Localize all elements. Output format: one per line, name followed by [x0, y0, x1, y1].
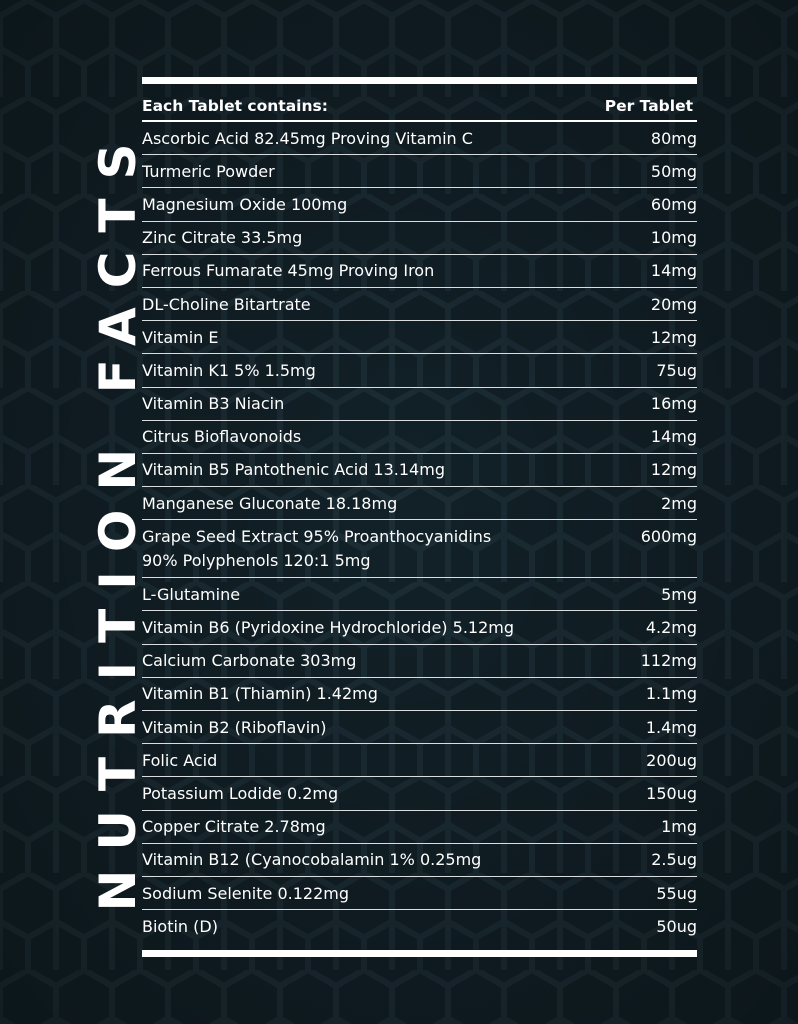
ingredient-name	[142, 162, 285, 181]
ingredient-name-line: Manganese Gluconate 18.18mg	[142, 493, 398, 513]
ingredient-name	[142, 718, 337, 737]
table-row	[142, 188, 697, 221]
nutrition-facts-title: NUTRITION FACTS	[89, 124, 147, 912]
ingredient-name-line: L-Glutamine	[142, 584, 241, 604]
ingredient-name	[142, 850, 491, 869]
ingredient-name	[142, 460, 455, 479]
ingredient-name-line: Turmeric Powder	[142, 161, 275, 181]
ingredient-name-line: Zinc Citrate 33.5mg	[142, 228, 303, 248]
ingredient-name	[142, 917, 228, 936]
ingredient-amount: 14mg	[650, 261, 697, 281]
table-row	[142, 844, 697, 877]
ingredient-name-line: Vitamin B3 Niacin	[142, 394, 285, 414]
table-row	[142, 811, 697, 844]
ingredient-amount: 150ug	[646, 783, 697, 803]
ingredient-amount: 4.2mg	[645, 618, 697, 638]
ingredient-name-line: Vitamin E	[142, 327, 219, 347]
ingredient-amount: 1mg	[661, 817, 697, 837]
table-row	[142, 711, 697, 744]
ingredient-name-line: Vitamin B1 (Thiamin) 1.42mg	[142, 684, 378, 704]
ingredient-name	[142, 361, 326, 380]
ingredient-name-line: Ascorbic Acid 82.45mg Proving Vitamin C	[142, 128, 473, 148]
table-row	[142, 222, 697, 255]
ingredient-name-line: Folic Acid	[142, 750, 218, 770]
table-row	[142, 155, 697, 188]
ingredient-amount: 16mg	[650, 394, 697, 414]
table-row	[142, 388, 697, 421]
ingredient-name-line: Citrus Bioflavonoids	[142, 427, 302, 447]
ingredient-amount: 60mg	[650, 194, 697, 214]
ingredient-name-line: Vitamin B6 (Pyridoxine Hydrochloride) 5.12mg	[142, 618, 514, 638]
ingredient-amount: 5mg	[661, 584, 697, 604]
ingredient-name	[142, 884, 359, 903]
table-row	[142, 122, 697, 155]
ingredient-name-line: Magnesium Oxide 100mg	[142, 194, 348, 214]
ingredient-name-line: Vitamin B12 (Cyanocobalamin 1% 0.25mg	[142, 850, 482, 870]
table-row	[142, 645, 697, 678]
ingredient-name-line: DL-Choline Bitartrate	[142, 294, 311, 314]
ingredient-amount: 80mg	[650, 128, 697, 148]
table-bottom-bar	[142, 950, 697, 957]
ingredient-name	[142, 684, 388, 703]
table-row	[142, 578, 697, 611]
ingredient-name	[142, 129, 483, 148]
ingredient-name	[142, 195, 357, 214]
ingredient-name-line: Vitamin K1 5% 1.5mg	[142, 360, 316, 380]
ingredient-list	[142, 122, 697, 943]
ingredient-amount: 200ug	[646, 750, 697, 770]
table-row	[142, 777, 697, 810]
ingredient-name	[142, 494, 407, 513]
ingredient-name	[142, 228, 312, 247]
table-row	[142, 421, 697, 454]
ingredient-name-line: Potassium Lodide 0.2mg	[142, 783, 339, 803]
ingredient-amount: 1.4mg	[645, 717, 697, 737]
ingredient-name-line: Sodium Selenite 0.122mg	[142, 883, 349, 903]
ingredient-amount: 12mg	[650, 460, 697, 480]
table-row	[142, 910, 697, 943]
ingredient-name	[142, 394, 294, 413]
ingredient-amount: 50mg	[650, 161, 697, 181]
ingredient-name	[142, 261, 444, 280]
nutrition-table	[142, 77, 697, 957]
header-per-tablet: Per Tablet	[604, 97, 693, 115]
ingredient-amount: 75ug	[656, 360, 697, 380]
ingredient-amount: 12mg	[650, 327, 697, 347]
ingredient-name-line: Copper Citrate 2.78mg	[142, 817, 326, 837]
table-row	[142, 611, 697, 644]
ingredient-name-line: Calcium Carbonate 303mg	[142, 651, 357, 671]
header-label: Each Tablet contains:	[142, 97, 328, 115]
ingredient-amount: 10mg	[650, 228, 697, 248]
ingredient-name	[142, 328, 228, 347]
table-row	[142, 321, 697, 354]
ingredient-name	[142, 585, 250, 604]
ingredient-amount: 112mg	[640, 651, 697, 671]
table-row	[142, 454, 697, 487]
ingredient-name	[142, 427, 311, 446]
ingredient-name	[142, 525, 501, 573]
ingredient-name	[142, 295, 321, 314]
ingredient-amount: 1.1mg	[645, 684, 697, 704]
ingredient-name	[142, 618, 524, 637]
ingredient-name	[142, 817, 336, 836]
table-row	[142, 678, 697, 711]
ingredient-name-line: Grape Seed Extract 95% Proanthocyanidins	[142, 526, 492, 546]
ingredient-name-line: Vitamin B2 (Riboflavin)	[142, 717, 327, 737]
table-row	[142, 487, 697, 520]
ingredient-name	[142, 784, 348, 803]
table-header	[142, 92, 697, 122]
ingredient-amount: 2mg	[661, 493, 697, 513]
ingredient-amount: 600mg	[640, 527, 697, 547]
ingredient-amount: 20mg	[650, 294, 697, 314]
table-row	[142, 877, 697, 910]
ingredient-name-line: Ferrous Fumarate 45mg Proving Iron	[142, 261, 435, 281]
ingredient-amount: 55ug	[656, 883, 697, 903]
ingredient-name-line: Biotin (D)	[142, 917, 218, 937]
ingredient-amount: 2.5ug	[651, 850, 697, 870]
ingredient-name	[142, 751, 227, 770]
ingredient-amount: 14mg	[650, 427, 697, 447]
ingredient-name	[142, 651, 366, 670]
table-row	[142, 288, 697, 321]
table-row	[142, 354, 697, 387]
table-row	[142, 744, 697, 777]
ingredient-name-line: 90% Polyphenols 120:1 5mg	[142, 550, 371, 570]
table-row	[142, 255, 697, 288]
table-row	[142, 520, 697, 578]
ingredient-amount: 50ug	[656, 917, 697, 937]
table-top-bar	[142, 77, 697, 84]
ingredient-name-line: Vitamin B5 Pantothenic Acid 13.14mg	[142, 460, 445, 480]
